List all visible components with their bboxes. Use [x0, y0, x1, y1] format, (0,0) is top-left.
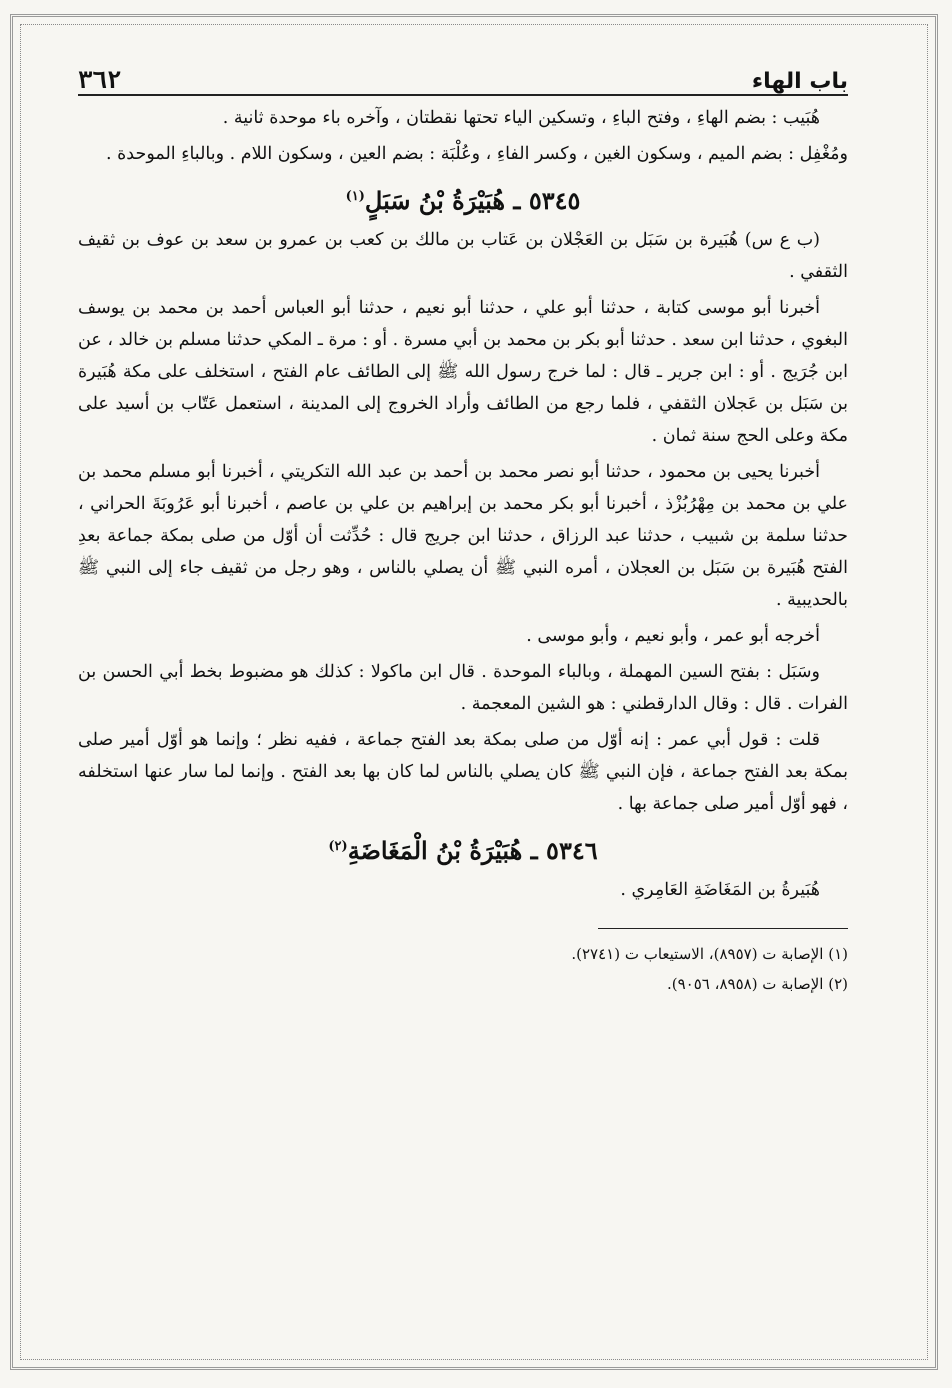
footnote-ref: (١)	[345, 189, 365, 204]
entry-heading	[78, 830, 848, 868]
chapter-title: باب الهاء	[751, 69, 848, 94]
page-number: ٣٦٢	[78, 66, 122, 94]
entry-paragraph: (ب ع س) هُبَيرة بن سَبَل بن العَجْلان بن عَتاب بن مالك بن كعب بن عمرو بن سعد بن عوف بن ثقيف الثقفي .	[78, 230, 848, 282]
intro-paragraph: ومُغْفِل : بضم الميم ، وسكون الغين ، وكسر الفاءِ ، وعُلْبَة : بضم العين ، وسكون اللام . وبالباءِ الموحدة .	[106, 144, 848, 164]
entry-heading	[78, 180, 848, 218]
intro-paragraph: هُبَيب : بضم الهاءِ ، وفتح الباءِ ، وتسكين الياء تحتها نقطتان ، وآخره باء موحدة ثانية .	[222, 108, 820, 128]
entry-paragraph: أخرجه أبو عمر ، وأبو نعيم ، وأبو موسى .	[526, 626, 820, 646]
running-header	[78, 50, 848, 96]
entry-paragraph: أخبرنا يحيى بن محمود ، حدثنا أبو نصر محمد بن أحمد بن عبد الله التكريتي ، أخبرنا أبو مسلم محمد بن علي بن محمد بن مِهْرُبُزْذ ، أخبرنا أبو بكر محمد بن إبراهيم بن علي بن عاصم ، أخبرنا أبو عَرُوبَةَ الحراني ، حدثنا سلمة بن شبيب ، حدثنا عبد الرزاق ، حدثنا ابن جريج قال : حُدِّثت أن أوّل من صلى بمكة جماعة بعدِ الفتح هُبَيرة بن سَبَل بن العجلان ، أمره النبي ﷺ أن يصلي بالناس ، وهو رجل من ثقيف جاء إلى النبي ﷺ بالحديبية .	[78, 462, 848, 610]
page-body	[78, 102, 848, 906]
entry-paragraph: وسَبَل : بفتح السين المهملة ، وبالباء الموحدة . قال ابن ماكولا : كذلك هو مضبوط بخط أبي الحسن بن الفرات . قال : وقال الدارقطني : هو الشين المعجمة .	[78, 662, 848, 714]
entry-paragraph: هُبَيرةُ بن المَغَاضَةِ العَامِري .	[620, 880, 820, 900]
entry-heading-text: ٥٣٤٦ ـ هُبَيْرَةُ بْنُ الْمَغَاضَةِ	[347, 836, 598, 865]
entry-paragraph: أخبرنا أبو موسى كتابة ، حدثنا أبو علي ، حدثنا أبو نعيم ، حدثنا أبو العباس أحمد بن محمد بن يوسف البغوي ، حدثنا ابن سعد . حدثنا أبو بكر بن محمد بن أبي مسرة . أو : مرة ـ المكي حدثنا مسلم بن خالد ، عن ابن جُرَيج . أو : ابن جرير ـ قال : لما خرج رسول الله ﷺ إلى الطائف عام الفتح ، استخلف على مكة هُبَيرة بن سَبَل بن عَجلان الثقفي ، فلما رجع من الطائف وأراد الخروج إلى المدينة ، استعمل عَتّاب بن أسيد على مكة وعلى الحج سنة ثمان .	[78, 298, 848, 446]
footnote: (١) الإصابة ت (٨٩٥٧)، الاستيعاب ت (٢٧٤١).	[571, 945, 848, 963]
footnote-divider	[598, 928, 848, 929]
entry-paragraph: قلت : قول أبي عمر : إنه أوّل من صلى بمكة بعد الفتح جماعة ، ففيه نظر ؛ وإنما هو أوّل أمير صلى بمكة بعد الفتح جماعة ، فإن النبي ﷺ كان يصلي بالناس لما كان بها بعد الفتح . وإنما لما سار عنها استخلفه ، فهو أوّل أمير صلى جماعة بها .	[78, 730, 848, 814]
footnote: (٢) الإصابة ت (٨٩٥٨، ٩٠٥٦).	[666, 975, 848, 993]
footnotes	[78, 939, 848, 999]
footnote-ref: (٢)	[328, 839, 348, 854]
book-page	[78, 50, 848, 1340]
entry-heading-text: ٥٣٤٥ ـ هُبَيْرَةُ بْنُ سَبَلٍ	[364, 186, 581, 215]
